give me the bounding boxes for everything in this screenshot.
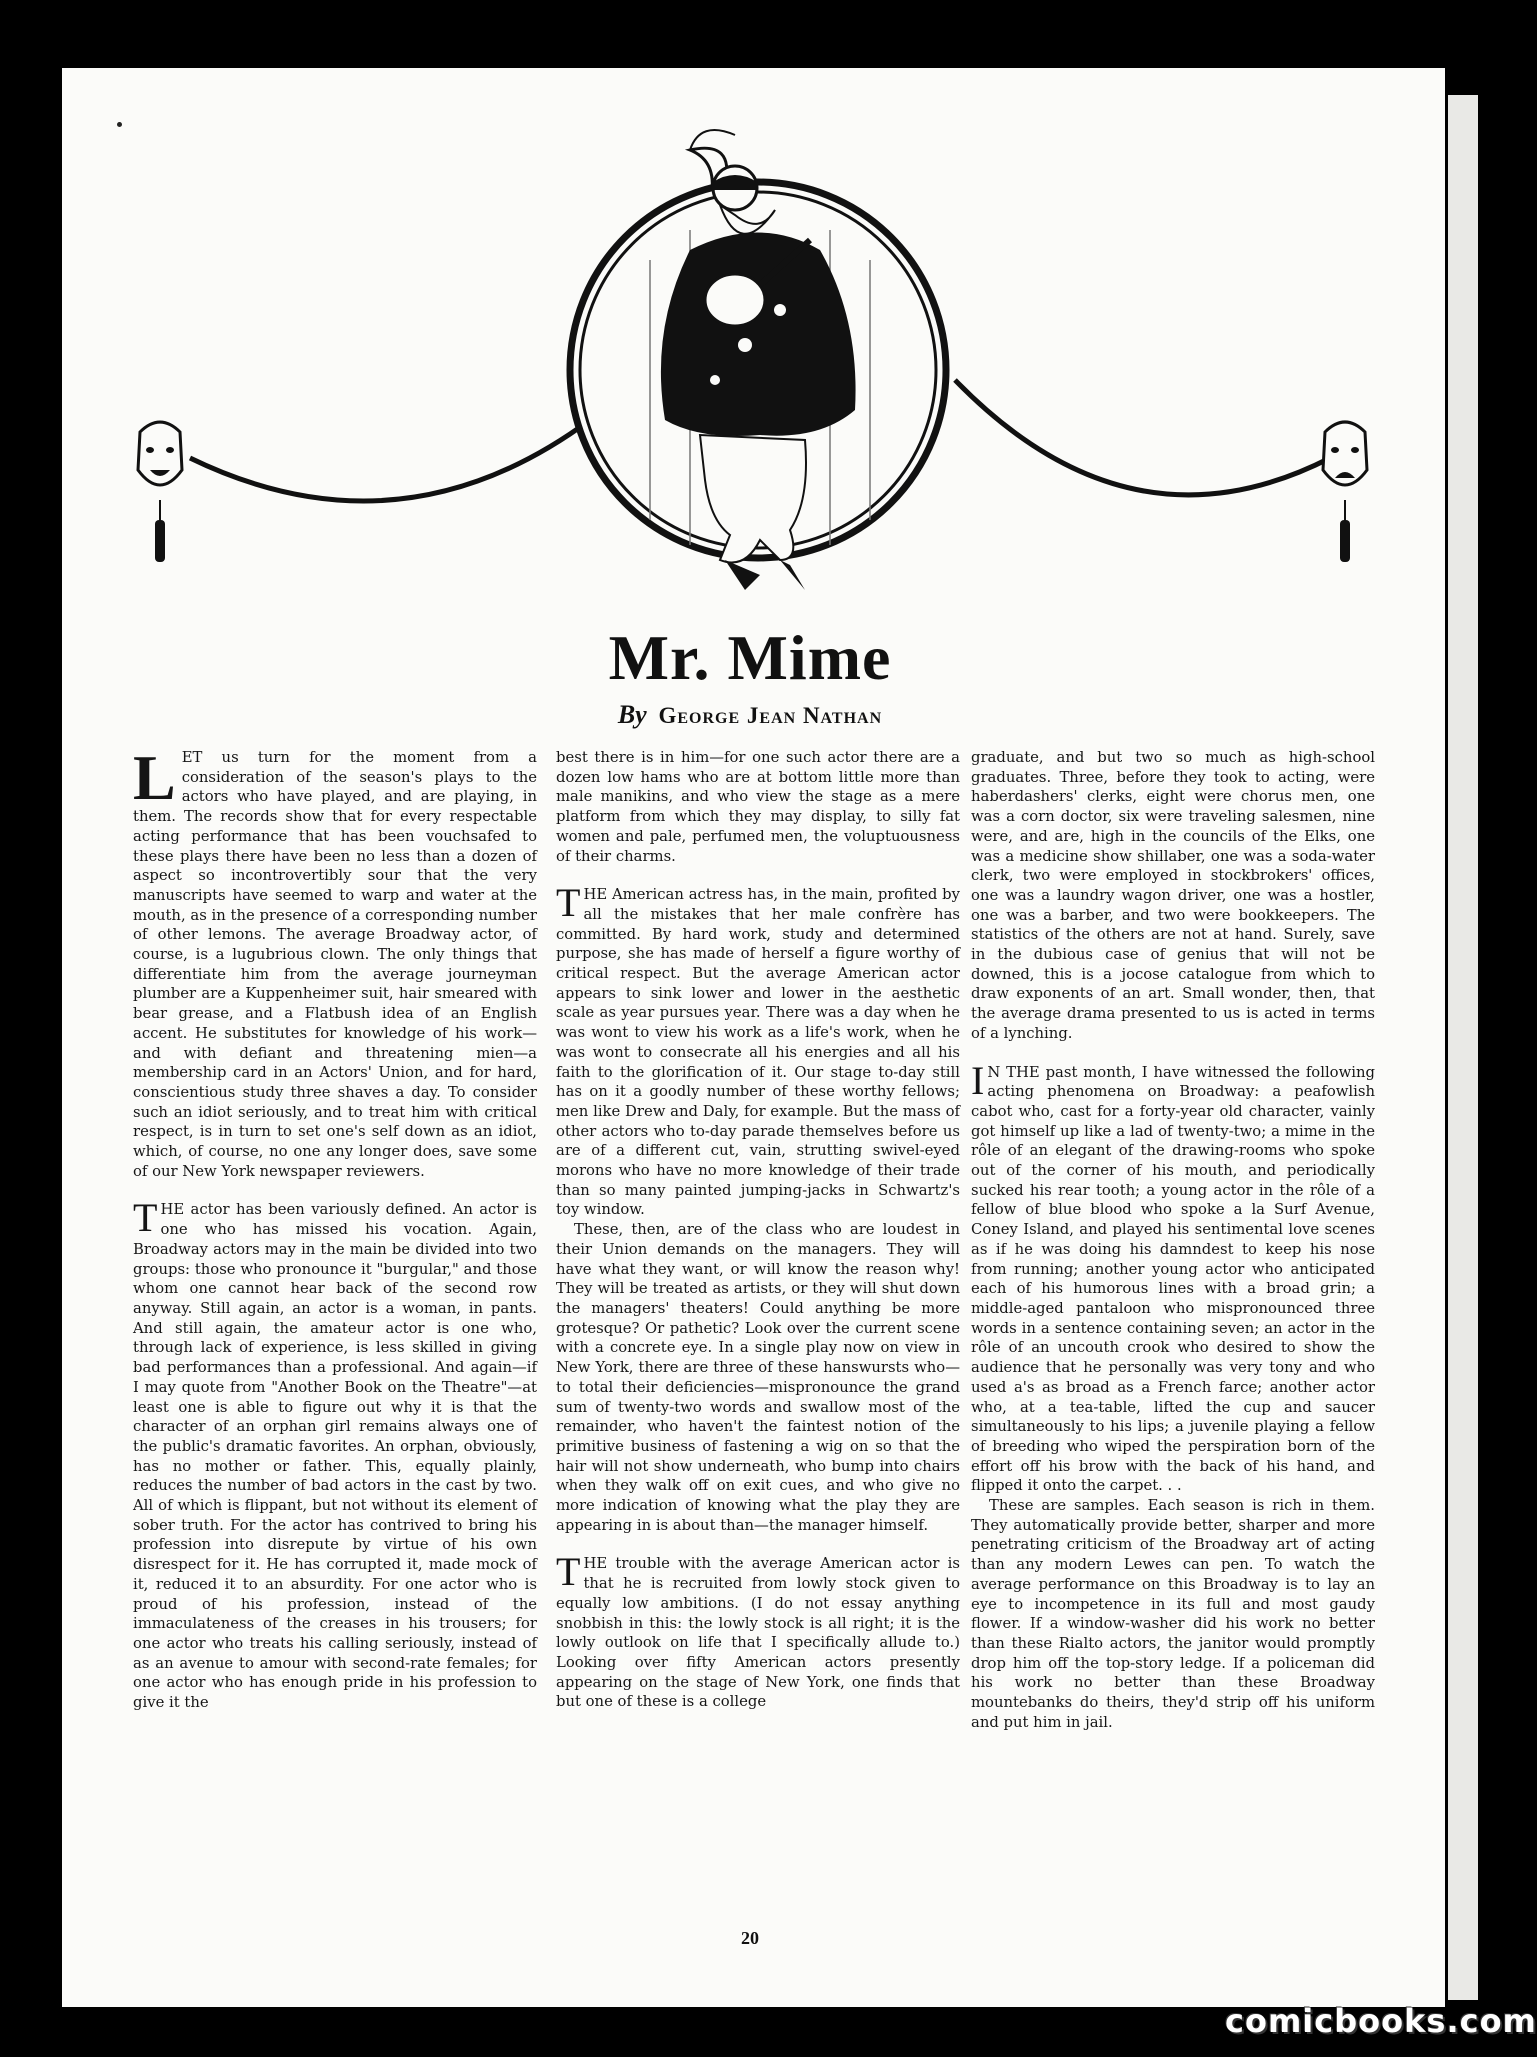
paragraph [133,742,537,1181]
drop-cap: T [556,880,581,926]
drop-cap: I [971,1057,985,1103]
paragraph-text: ET us turn for the moment from a consideration of the season's plays to the actors who have played, and are playing, in them. The records show that for every respectable acting performance that has been vouchsafed to these plays there have been no less than a dozen of aspect so incontrovertibly sour that the very manuscripts have seemed to warp and water at the mouth, as in the presence of a corresponding number of other lemons. The average Broadway actor, of course, is a lugubrious clown. The only things that differentiate him from the average journeyman plumber are a Kuppenheimer suit, hair smeared with bear grease, and a Flatbush idea of an English accent. He substitutes for knowledge of his work—and with defiant and threatening mien—a membership card in an Actors' Union, and for hard, conscientious study three shaves a day. To consider such an idiot seriously, and to treat him with critical respect, is in turn to set one's self down as an idiot, which, of course, no one any longer does, save some of our New York newspaper reviewers. [133,749,537,1180]
paragraph [556,1549,960,1712]
paragraph-text: These, then, are of the class who are loudest in their Union demands on the managers. They will have what they want, or will know the reason why! They will be treated as artists, or they will shut down the managers' theaters! Could anything be more grotesque? Or pathetic? Look over the current scene with a concrete eye. In a single play now on view in New York, there are three of these hanswursts who—to total their deficiencies—mispronounce the grand sum of twenty-two words and swallow most of the remainder, who haven't the faintest notion of the primitive business of fastening a wig on so that the hair will not show underneath, who bump into chairs when they walk off on exit cues, and who give no more indication of knowing what the play they are appearing in is about than—the manager himself. [556,1221,960,1534]
text-column-3 [971,748,1375,1923]
paragraph-text: graduate, and but two so much as high-school graduates. Three, before they took to acting, were haberdashers' clerks, eight were chorus men, one was a corn doctor, six were traveling salesmen, nine were, and are, high in the councils of the Elks, one was a medicine show shillaber, one was a soda-water clerk, two were employed in stockbrokers' offices, one was a laundry wagon driver, one was a hostler, one was a barber, and two were bookkeepers. The statistics of the others are not at hand. Surely, save in the dubious case of genius that will not be downed, this is a jocose catalogue from which to draw exponents of an art. Small wonder, then, that the average drama presented to us is acted in terms of a lynching. [971,749,1375,1042]
paragraph-text: HE actor has been variously defined. An actor is one who has missed his vocation. Again, Broadway actors may in the main be divided into two groups: those who pronounce it "burgular," and those whom one cannot hear back of the second row anyway. Still again, an actor is a woman, in pants. And still again, the amateur actor is one who, through lack of experience, is less skilled in giving bad performances than a professional. And again—if I may quote from "Another Book on the Theatre"—at least one is able to figure out why it is that the character of an orphan girl remains always one of the public's dramatic favorites. An orphan, obviously, has no mother or father. This, equally plainly, reduces the number of bad actors in the cast by two. All of which is flippant, but not without its element of sober truth. For the actor has contrived to bring his profession into disrepute by virtue of his own disrespect for it. He has corrupted it, made mock of it, reduced it to an absurdity. For one actor who is proud of his profession, instead of the immaculateness of the creases in his trousers; for one actor who treats his calling seriously, instead of as an avenue to amour with second-rate females; for one actor who has enough pride in his profession to give it the [133,1201,537,1712]
paragraph-text: These are samples. Each season is rich in them. They automatically provide better, sharper and more penetrating criticism of the Broadway art of acting than any modern Lewes can pen. To watch the average performance on this Broadway is to lay an eye to incompetence in its full and most gaudy flower. If a window-washer did his work no better than these Rialto actors, the janitor would promptly drop him off the top-story ledge. If a policeman did his work no better than these Broadway mountebanks do theirs, they'd strip off his uniform and put him in jail. [971,1497,1375,1731]
watermark: comicbooks.com [1225,2002,1537,2040]
drop-cap: T [556,1549,581,1595]
byline-prefix: By [617,700,647,729]
author-name: George Jean Nathan [658,703,883,728]
article-title: Mr. Mime [608,622,892,693]
drop-cap: L [133,742,176,813]
drop-cap: T [133,1195,158,1241]
paragraph [971,1496,1375,1732]
paragraph [971,748,1375,1044]
text-column-2 [556,748,960,1923]
text-column-1 [133,742,537,1923]
paragraph [556,880,960,1220]
paragraph-text: HE trouble with the average American actor is that he is recruited from lowly stock given to equally low ambitions. (I do not essay anything snobbish in this: the lowly stock is all right; it is the lowly outlook on life that I specifically allude to.) Looking over fifty American actors presently appearing on the stage of New York, one finds that but one of these is a college [556,1555,960,1711]
tragedy-mask-icon [1323,422,1367,562]
paragraph [556,1220,960,1535]
paragraph [971,1057,1375,1496]
page-number: 20 [741,1928,759,1948]
paragraph [556,748,960,866]
byline [0,700,1500,730]
paragraph [133,1195,537,1712]
header-illustration [0,0,1500,640]
paragraph-text: HE American actress has, in the main, profited by all the mistakes that her male confrère has committed. By hard work, study and determined purpose, she has made of herself a figure worthy of critical respect. But the average American actor appears to sink lower and lower in the aesthetic scale as year pursues year. There was a day when he was wont to view his work as a life's work, when he was wont to consecrate all his energies and all his faith to the glorification of it. Our stage to-day still has on it a goodly number of these worthy fellows; men like Drew and Daly, for example. But the mass of other actors who to-day parade themselves before us are of a different cut, vain, strutting swivel-eyed morons who have no more knowledge of their trade than so many painted jumping-jacks in Schwartz's toy window. [556,886,960,1219]
right-swag [955,380,1330,495]
paragraph-text: N THE past month, I have witnessed the following acting phenomena on Broadway: a peafowlish cabot who, cast for a forty-year old character, vainly got himself up like a lad of twenty-two; a mime in the rôle of an elegant of the drawing-rooms who spoke out of the corner of his mouth, and periodically sucked his rear tooth; a young actor in the rôle of a fellow of blue blood who spoke a la Surf Avenue, Coney Island, and played his sentimental love scenes as if he was doing his damndest to keep his nose from running; another young actor who anticipated each of his humorous lines with a broad grin; a middle-aged pantaloon who mispronounced three words in a sentence containing seven; an actor in the rôle of an uncouth crook who desired to show the audience that he personally was very tony and who used a's as broad as a French farce; another actor who, at a tea-table, lifted the cup and saucer simultaneously to his lips; a juvenile playing a fellow of breeding who wiped the perspiration born of the effort off his brow with the back of his hand, and flipped it onto the carpet. . . [971,1063,1375,1495]
paragraph-text: best there is in him—for one such actor there are a dozen low hams who are at bottom little more than male manikins, and who view the stage as a mere platform from which they may display, to silly fat women and pale, perfumed men, the voluptuousness of their charms. [556,749,960,865]
comedy-mask-icon [138,422,182,562]
left-swag [190,420,590,501]
